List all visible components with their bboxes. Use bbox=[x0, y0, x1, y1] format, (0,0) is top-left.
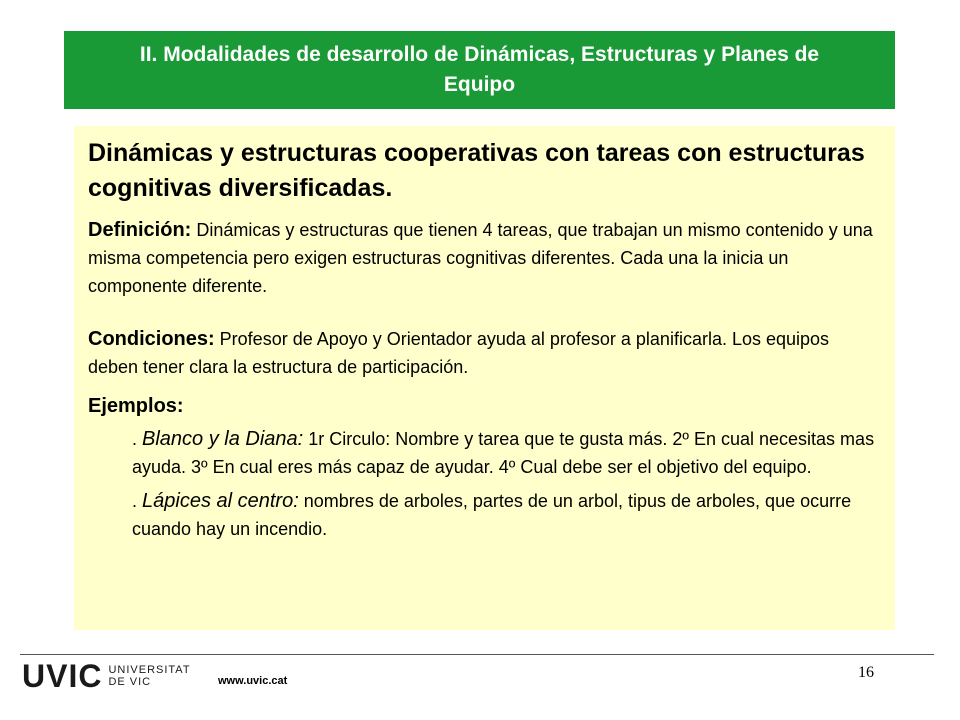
example-colon: : bbox=[293, 490, 299, 512]
example-name: Lápices al centro bbox=[142, 490, 294, 512]
content-heading: Dinámicas y estructuras cooperativas con tareas con estructuras cognitivas diversificadas. bbox=[88, 139, 865, 202]
example-item bbox=[132, 425, 877, 481]
footer-divider bbox=[20, 654, 934, 655]
website-link[interactable]: www.uvic.cat bbox=[218, 675, 288, 687]
examples-label: Ejemplos: bbox=[88, 395, 184, 417]
logo-text bbox=[108, 664, 190, 688]
definition-text: Dinámicas y estructuras que tienen 4 tareas, que trabajan un mismo contenido y una misma competencia pero exigen estructuras cognitivas diferentes. Cada una la inicia un componente diferente. bbox=[88, 220, 873, 296]
page-number: 16 bbox=[858, 664, 874, 681]
example-text: nombres de arboles, partes de un arbol, tipus de arboles, que ocurre cuando hay un incendio. bbox=[132, 491, 852, 539]
conditions-paragraph bbox=[88, 325, 877, 381]
example-text: 1r Circulo: Nombre y tarea que te gusta más. 2º En cual necesitas mas ayuda. 3º En cual eres más capaz de ayudar. 4º Cual debe ser el objetivo del equipo. bbox=[132, 429, 875, 477]
example-bullet: . bbox=[132, 491, 143, 511]
example-bullet: . bbox=[132, 429, 143, 449]
logo-line-1: UNIVERSITAT bbox=[108, 664, 191, 676]
slide-title: II. Modalidades de desarrollo de Dinámicas, Estructuras y Planes de Equipo bbox=[139, 43, 820, 96]
conditions-label: Condiciones: bbox=[88, 328, 215, 350]
example-name: Blanco y la Diana bbox=[142, 428, 298, 450]
title-banner bbox=[64, 31, 895, 109]
conditions-text: Profesor de Apoyo y Orientador ayuda al profesor a planificarla. Los equipos deben tener clara la estructura de participación. bbox=[88, 329, 830, 377]
definition-paragraph bbox=[88, 216, 877, 300]
example-colon: : bbox=[297, 428, 304, 450]
uvic-logo bbox=[22, 660, 191, 692]
content-box bbox=[74, 126, 895, 630]
example-item bbox=[132, 487, 877, 543]
logo-mark: UVIC bbox=[22, 658, 103, 694]
definition-label: Definición: bbox=[88, 219, 192, 241]
logo-line-2: DE VIC bbox=[108, 676, 152, 688]
